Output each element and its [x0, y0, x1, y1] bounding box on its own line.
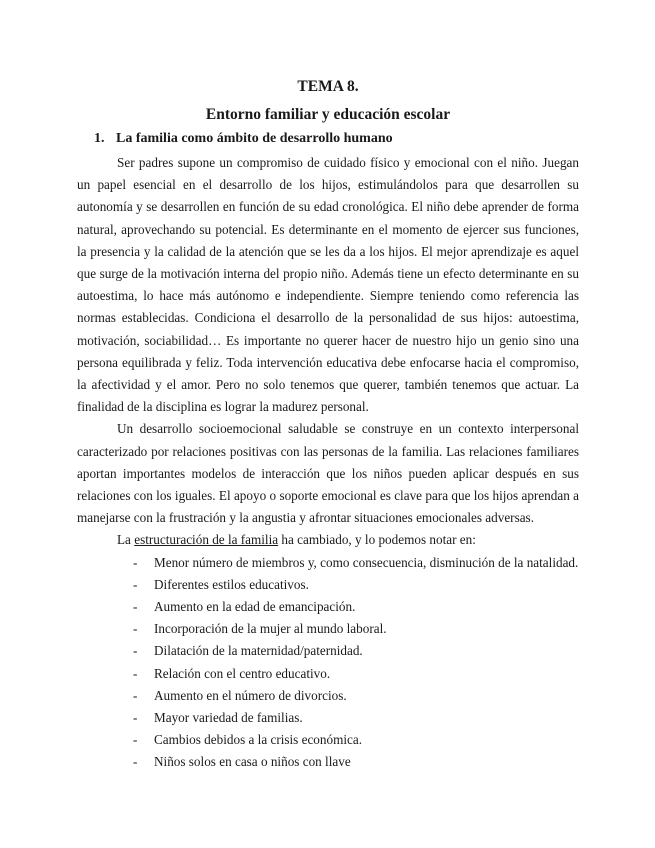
list-item-text: Dilatación de la maternidad/paternidad. [154, 643, 363, 659]
bullet-dash: - [133, 732, 138, 748]
list-item-text: Aumento en la edad de emancipación. [154, 599, 356, 615]
list-item [77, 552, 579, 574]
section-number: 1. [94, 131, 105, 146]
bullet-list [77, 552, 579, 774]
list-item-text: Menor número de miembros y, como consecuencia, disminución de la natalidad. [154, 554, 579, 570]
list-item-text: Aumento en el número de divorcios. [154, 687, 347, 703]
bullet-dash: - [133, 621, 138, 637]
document-subtitle: Entorno familiar y educación escolar [205, 106, 451, 123]
list-item [77, 596, 579, 618]
bullet-dash: - [133, 599, 138, 615]
list-item [77, 574, 579, 596]
bullet-dash: - [133, 687, 138, 703]
bullet-dash: - [133, 665, 138, 681]
list-item-text: Diferentes estilos educativos. [154, 576, 309, 592]
list-item [77, 663, 579, 685]
bullet-dash: - [133, 710, 138, 726]
bullet-dash: - [133, 754, 138, 770]
document-page [77, 78, 579, 774]
list-intro-underlined: estructuración de la familia [134, 532, 279, 548]
list-item [77, 640, 579, 662]
bullet-dash: - [133, 576, 138, 592]
list-item-text: Relación con el centro educativo. [154, 665, 331, 681]
list-item-text: Cambios debidos a la crisis económica. [154, 732, 363, 748]
list-item [77, 707, 579, 729]
list-item-text: Incorporación de la mujer al mundo laboral. [154, 621, 387, 637]
document-title: TEMA 8. [297, 78, 359, 95]
list-item-text: Mayor variedad de familias. [154, 710, 303, 726]
list-item [77, 618, 579, 640]
paragraph-2: Un desarrollo socioemocional saludable se construye en un contexto interpersonal caracterizado por relaciones positivas con las personas de la familia. Las relaciones familiares aportan importantes modelos de interacción que los niños pueden aplicar después en sus relaciones con los iguales. El apoyo o soporte emocional es clave para que los hijos aprendan a manejarse con la frustración y la angustia y afrontar situaciones emocionales adversas. [77, 421, 579, 526]
list-item-text: Niños solos en casa o niños con llave [154, 754, 351, 770]
list-intro [77, 529, 579, 551]
paragraph-1: Ser padres supone un compromiso de cuidado físico y emocional con el niño. Juegan un papel esencial en el desarrollo de los hijos, estimulándolos para que desarrollen su autonomía y se desarrollen en función de su edad cronológica. El niño debe aprender de forma natural, aprovechando su potencial. Es determinante en el momento de ejercer sus funciones, la presencia y la calidad de la atención que se les da a los hijos. El mejor aprendizaje es aquel que surge de la motivación interna del propio niño. Además tiene un efecto determinante en su autoestima, lo hace más autónomo e independiente. Siempre teniendo como referencia las normas establecidas. Condiciona el desarrollo de la personalidad de sus hijos: autoestima, motivación, sociabilidad… Es importante no querer hacer de nuestro hijo un genio sino una persona equilibrada y feliz. Toda intervención educativa debe enfocarse hacia el compromiso, la afectividad y el amor. Pero no solo tenemos que querer, también tenemos que actuar. La finalidad de la disciplina es lograr la madurez personal. [77, 155, 579, 415]
list-intro-suffix: ha cambiado, y lo podemos notar en: [278, 532, 476, 548]
bullet-dash: - [133, 554, 138, 570]
list-item [77, 685, 579, 707]
section-heading [94, 130, 579, 148]
list-item [77, 729, 579, 751]
list-intro-prefix: La [117, 532, 135, 548]
bullet-dash: - [133, 643, 138, 659]
list-item [77, 751, 579, 773]
section-title: La familia como ámbito de desarrollo humano [116, 131, 393, 146]
